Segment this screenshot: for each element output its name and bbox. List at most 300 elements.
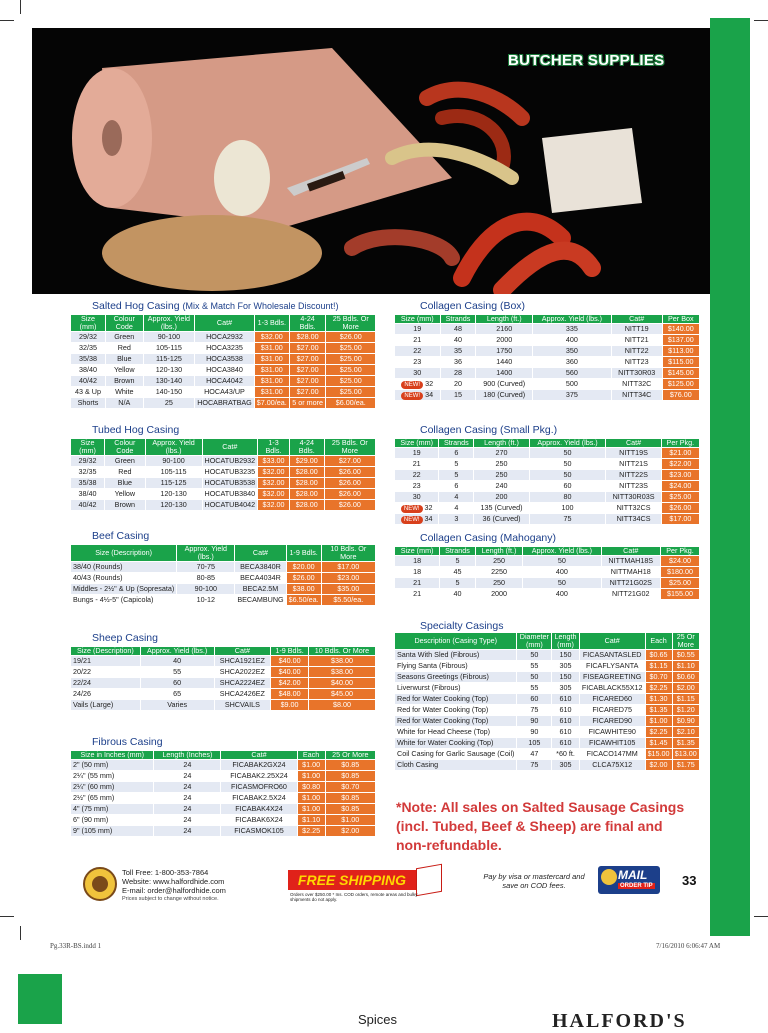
table-cell [395,346,441,357]
table-cell [308,667,375,678]
cell-text: $38.00 [292,584,315,593]
table-cell [324,500,375,511]
table-cell [552,727,580,738]
table-cell [476,390,533,401]
cell-text: 24 [183,771,192,780]
column-header: Strands [439,439,474,448]
table-cell [440,567,476,578]
cell-text: 120-130 [155,365,183,374]
table-header-row [395,439,700,448]
cell-text: $2.25 [302,826,321,835]
cell-text: 75 [530,705,539,714]
table-row [71,678,376,689]
table-cell [71,700,141,711]
cell-text: $28.00 [295,478,318,487]
column-header: Size (Description) [71,545,177,562]
cell-text: $2.25 [649,727,668,736]
cell-text: 305 [559,661,572,670]
table-cell [476,379,533,390]
salted-title-text: Salted Hog Casing [92,300,180,312]
contact-block [122,868,226,904]
table-cell [221,782,297,793]
cell-text: 1400 [496,368,513,377]
table-cell [71,595,177,606]
cell-text: 400 [565,335,578,344]
table-row [71,387,376,398]
table-cell [254,376,289,387]
cell-text: $25.00 [669,492,692,501]
cell-text: Vails (Large) [73,700,114,709]
table-cell [552,749,580,760]
cell-text: $38.00 [330,656,353,665]
cell-text: 30 [413,368,422,377]
table-cell [326,354,376,365]
table-cell [552,650,580,661]
cell-text: $1.20 [676,705,695,714]
table-cell [324,467,375,478]
cell-text: 50 [530,650,539,659]
cell-text: $32.00 [262,467,285,476]
cell-text: NITT19S [619,448,648,457]
cell-text: 19/21 [73,656,91,665]
table-cell [672,716,699,727]
table-cell [523,589,601,600]
table-cell [529,470,606,481]
free-shipping-banner: FREE SHIPPING [288,870,416,890]
table-cell [395,589,440,600]
table-header-row [71,315,376,332]
table-cell [308,656,375,667]
crop-mark [754,916,768,917]
cell-text: $0.85 [341,804,360,813]
table-cell [71,584,177,595]
cell-text: NITTMAH18S [608,556,654,565]
table-cell [517,760,552,771]
cell-text: 6 [454,448,459,457]
column-header: Approx. Yield (lbs.) [529,439,606,448]
table-cell [611,335,662,346]
cell-text: Shorts [77,398,99,407]
table-row [71,667,376,678]
cell-text: 500 [565,379,578,388]
tubed-hog-title: Tubed Hog Casing [92,424,180,436]
table-cell [552,683,580,694]
column-header: Cat# [235,545,286,562]
cell-text: 30 [412,492,421,501]
cell-text: $6.50/ea. [288,595,319,604]
table-cell [214,700,271,711]
cell-text: 4 [454,492,459,501]
cell-text: 90-100 [162,456,185,465]
table-cell [579,650,645,661]
cell-text: FISEAGREETING [583,672,642,681]
table-cell [439,514,474,525]
table-cell [140,667,214,678]
table-cell [474,448,529,459]
cell-text: NITT21 [624,335,649,344]
cell-text: 20/22 [73,667,91,676]
table-row [395,379,700,390]
table-cell [645,661,672,672]
cell-text: $25.00 [339,365,362,374]
table-cell [579,727,645,738]
email-link[interactable]: E-mail: order@halfordhide.com [122,886,226,895]
cell-text: 43 & Up [75,387,101,396]
cell-text: NITT34CS [616,514,651,523]
column-header: 1-9 Bdls. [286,545,321,562]
table-cell [154,760,221,771]
cell-text: 35/38 [79,354,97,363]
table-cell [258,478,290,489]
table-row [395,661,700,672]
cell-text: 32/35 [78,467,97,476]
table-cell [395,492,439,503]
table-row [395,749,700,760]
cell-text: 38/40 [79,365,97,374]
table-cell [395,694,517,705]
cell-text: 2250 [491,567,508,576]
cell-text: 24 [183,782,192,791]
cell-text: 150 [559,650,572,659]
cell-text: 25 [164,398,173,407]
table-cell [517,650,552,661]
table-cell [195,365,255,376]
table-cell [645,749,672,760]
table-cell [289,398,326,409]
cell-text: $0.70 [341,782,360,791]
table-cell [154,815,221,826]
cell-text: 5 [455,556,460,565]
column-header: Approx. Yield (lbs.) [523,547,601,556]
cell-text: $28.00 [295,467,318,476]
cell-text: Yellow [114,365,135,374]
table-cell [395,578,440,589]
table-cell [324,456,375,467]
order-tip-label: ORDER TIP [620,883,653,889]
cell-text: Brown [114,376,135,385]
table-cell [517,749,552,760]
column-header: Cat# [611,315,662,324]
cell-text: $1.15 [649,661,668,670]
cell-text: 70-75 [196,562,215,571]
table-cell [289,387,326,398]
table-row [71,573,376,584]
cell-text: $2.10 [676,727,695,736]
table-cell [672,760,699,771]
cell-text: 4 [454,503,459,512]
cell-text: 60 [173,678,182,687]
table-row [395,470,700,481]
cell-text: 45 [453,567,462,576]
cell-text: NITT30R03S [612,492,655,501]
table-cell [395,390,441,401]
crop-mark [0,916,14,917]
cell-text: 55 [173,667,182,676]
table-cell [533,324,612,335]
cell-text: 15 [453,390,462,399]
table-cell [440,578,476,589]
table-cell [326,376,376,387]
table-cell [606,481,661,492]
cell-text: 32/35 [79,343,97,352]
cell-text: $25.00 [339,354,362,363]
cell-text: BECA3840R [240,562,281,571]
table-row [395,694,700,705]
table-cell [71,398,106,409]
cell-text: 18 [413,567,422,576]
cell-text: $27.00 [296,365,319,374]
table-cell [517,694,552,705]
cell-text: $0.90 [676,716,695,725]
table-cell [529,481,606,492]
table-cell [254,332,289,343]
cell-text: $1.10 [302,815,321,824]
cell-text: 60 [563,481,572,490]
cell-text: 135 (Curved) [480,503,523,512]
cell-text: $1.35 [649,705,668,714]
table-cell [439,459,474,470]
cell-text: 29/32 [79,332,97,341]
cell-text: $26.00 [338,467,361,476]
table-cell [177,595,235,606]
cell-text: FICARED90 [592,716,632,725]
cell-text: $25.00 [339,387,362,396]
table-cell [395,503,439,514]
table-header-row [395,547,700,556]
cell-text: Varies [167,700,188,709]
table-cell [325,815,375,826]
cell-text: $27.00 [338,456,361,465]
cell-text: SHCA2426EZ [219,689,265,698]
table-cell [611,368,662,379]
table-cell [672,683,699,694]
cell-text: $15.00 [647,749,670,758]
cell-text: 9" (105 mm) [73,826,113,835]
cell-text: 24 [183,804,192,813]
table-cell [258,467,290,478]
cell-text: $0.85 [341,760,360,769]
table-cell [395,335,441,346]
cell-text: CLCA75X12 [592,760,633,769]
cell-text: White for Water Cooking (Top) [397,738,494,747]
table-cell [106,365,144,376]
cell-text: 50 [563,459,572,468]
table-cell [221,815,297,826]
table-cell [474,459,529,470]
column-header: Per Pkg. [661,547,700,556]
cell-text: Liverwurst (Fibrous) [397,683,461,692]
table-cell [661,448,699,459]
cell-text: $6.00/ea. [335,398,366,407]
cell-text: SHCA1921EZ [219,656,265,665]
table-cell [672,738,699,749]
cell-text: FICACO147MM [586,749,638,758]
cell-text: Cloth Casing [397,760,439,769]
table-cell [476,335,533,346]
cell-text: Middles - 2½" & Up (Sopresata) [73,584,175,593]
table-cell [254,398,289,409]
cell-text: 5 [455,578,460,587]
table-row [395,368,700,379]
table-cell [645,650,672,661]
table-cell [661,459,699,470]
cell-text: $32.00 [262,500,285,509]
table-row [395,727,700,738]
cell-text: 180 (Curved) [483,390,526,399]
cell-text: $5.50/ea. [333,595,364,604]
cell-text: 22/24 [73,678,91,687]
cell-text: 1440 [496,357,513,366]
website-link[interactable]: Website: www.halfordhide.com [122,877,225,886]
cell-text: $25.00 [669,578,691,587]
table-row [395,650,700,661]
table-cell [474,492,529,503]
table-cell [143,387,195,398]
cell-text: $0.55 [676,650,695,659]
cell-text: 55 [530,683,539,692]
table-cell [143,376,195,387]
cell-text: FICAFLYSANTA [585,661,639,670]
table-cell [661,503,699,514]
specialty-casings-title: Specialty Casings [420,620,504,632]
table-row [395,578,700,589]
table-cell [529,503,606,514]
cell-text: $137.00 [667,335,694,344]
cell-text: $38.00 [330,667,353,676]
table-cell [289,343,326,354]
cell-text: 610 [559,727,572,736]
table-cell [611,379,662,390]
halfords-logo-icon [80,866,120,902]
table-cell [395,749,517,760]
column-header: Size (mm) [395,439,439,448]
cell-text: White [115,387,134,396]
table-cell [611,357,662,368]
cell-text: $113.00 [668,346,694,355]
cell-text: $125.00 [667,379,694,388]
cell-text: 250 [493,556,506,565]
column-header: Length (ft.) [474,439,529,448]
table-cell [71,354,106,365]
table-cell [672,705,699,716]
table-cell [254,387,289,398]
column-header: Each [297,751,325,760]
cell-text: HOCA3840 [206,365,243,374]
table-cell [440,556,476,567]
table-cell [440,346,476,357]
table-cell [71,365,106,376]
cell-text: 21 [412,459,421,468]
table-row [395,683,700,694]
table-cell [579,749,645,760]
column-header: 10 Bdls. Or More [308,647,375,656]
table-cell [297,793,325,804]
table-cell [140,689,214,700]
cell-text: 2000 [491,589,508,598]
cell-text: $40.00 [278,656,301,665]
cell-text: $21.00 [669,448,692,457]
cell-text: $31.00 [260,343,283,352]
table-cell [475,567,523,578]
cell-text: FICASMOK105 [234,826,284,835]
table-cell [523,578,601,589]
cell-text: $40.00 [278,667,301,676]
table-row [71,456,376,467]
table-cell [440,324,476,335]
table-cell [321,562,375,573]
cell-text: NITT23 [624,357,649,366]
table-cell [71,826,154,837]
table-cell [258,500,290,511]
table-cell [195,332,255,343]
cell-text: $45.00 [330,689,353,698]
table-cell [235,595,286,606]
column-header: Colour Code [106,315,144,332]
table-cell [195,354,255,365]
table-cell [235,584,286,595]
table-cell [474,514,529,525]
table-cell [297,815,325,826]
cell-text: 35 [453,346,462,355]
table-row [71,562,376,573]
column-header: Length (ft.) [476,315,533,324]
cell-text: $48.00 [278,689,301,698]
cell-text: $1.10 [676,661,695,670]
cell-text: HOCATUB3538 [204,478,256,487]
column-header: 1-3 Bdls. [254,315,289,332]
table-cell [71,656,141,667]
refund-note: *Note: All sales on Salted Sausage Casings (incl. Tubed, Beef & Sheep) are final and non-refundable. [396,799,685,853]
cell-text: 50 [530,672,539,681]
cell-text: NITT21G02S [609,578,652,587]
cell-text: HOCA43/UP [204,387,245,396]
cell-text: 21 [413,589,422,598]
table-cell [195,398,255,409]
cell-text: $1.00 [302,771,321,780]
table-cell [661,556,700,567]
table-row [395,459,700,470]
table-cell [106,376,144,387]
table-cell [271,689,309,700]
table-cell [517,716,552,727]
table-row [71,343,376,354]
table-row [395,556,700,567]
cell-text: BECAMBUNG [237,595,284,604]
shipping-terms-text: Orders over $250.00 * Ins. COD orders, remote areas and bulky shipments do not apply. [290,892,418,902]
cell-text: $9.00 [280,700,299,709]
table-cell [71,804,154,815]
cell-text: 360 [565,357,578,366]
fibrous-casing-table [70,750,376,837]
table-header-row [71,545,376,562]
table-cell [606,514,661,525]
table-cell [662,357,699,368]
table-cell [661,514,699,525]
table-cell [439,492,474,503]
cell-text: Bungs - 4½-5" (Capicola) [73,595,154,604]
cell-text: 40/42 [79,376,97,385]
table-cell [271,678,309,689]
cell-text: 115-125 [155,354,182,363]
table-cell [289,365,326,376]
cell-text: 22 [413,346,422,355]
cell-text: NITT21G02 [611,589,650,598]
table-cell [325,771,375,782]
cell-text: NITT34C [622,390,652,399]
table-cell [439,481,474,492]
cell-text: 1750 [496,346,513,355]
cell-text: 38/40 [78,489,97,498]
